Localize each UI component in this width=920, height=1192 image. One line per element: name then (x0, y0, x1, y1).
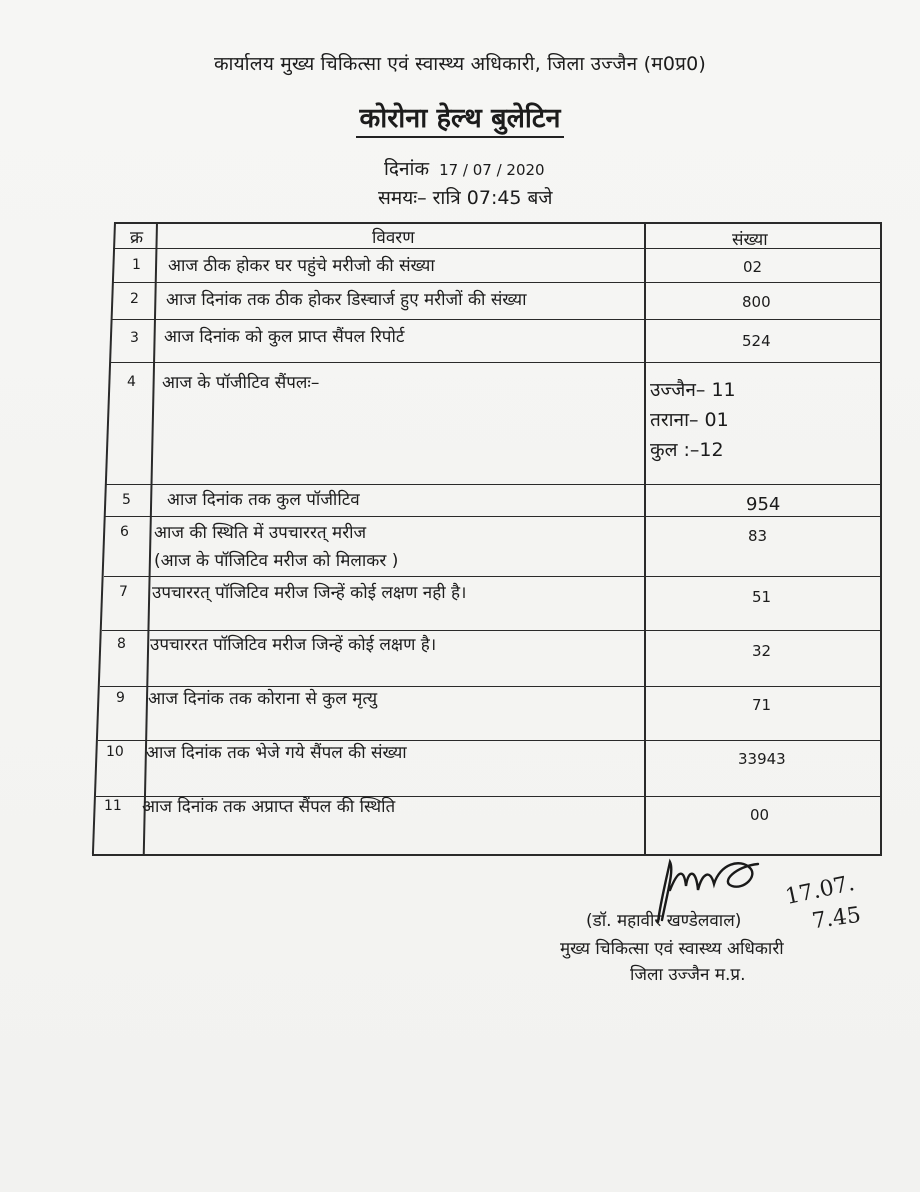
row-8-value: 32 (752, 642, 772, 660)
table-row-sep (112, 282, 881, 283)
handwritten-date: 17.07. (783, 870, 857, 911)
officer-district: जिला उज्जैन म.प्र. (630, 965, 746, 985)
row-1-value: 02 (743, 258, 763, 276)
row-1-num: 1 (132, 257, 141, 273)
time-label: समयः– (378, 187, 427, 209)
office-heading: कार्यालय मुख्य चिकित्सा एवं स्वास्थ्य अधिकारी, जिला उज्जैन (म0प्र0) (213, 53, 707, 75)
row-3-value: 524 (742, 332, 771, 350)
bulletin-title-text: कोरोना हेल्थ बुलेटिन (356, 103, 565, 138)
table-row-sep (106, 484, 881, 485)
officer-designation: मुख्य चिकित्सा एवं स्वास्थ्य अधिकारी (560, 939, 784, 959)
row-10-value: 33943 (738, 750, 786, 768)
row-3-num: 3 (130, 330, 139, 346)
row-6-value: 83 (748, 527, 768, 545)
row-4-num: 4 (127, 374, 136, 390)
table-row-sep (111, 319, 881, 320)
row-2-num: 2 (130, 291, 139, 307)
row-9-num: 9 (116, 690, 125, 706)
row-5-desc: आज दिनांक तक कुल पॉजीटिव (167, 490, 360, 510)
table-col-sep-2 (644, 222, 646, 854)
date-line (384, 155, 545, 181)
row-10-num: 10 (106, 744, 124, 760)
header-num: क्र (130, 228, 144, 248)
officer-name: (डॉ. महावीर खण्डेलवाल) (586, 911, 742, 931)
row-11-value: 00 (750, 806, 770, 824)
row-1-desc: आज ठीक होकर घर पहुंचे मरीजो की संख्या (168, 256, 435, 276)
time-line (378, 184, 553, 210)
bulletin-title (0, 98, 920, 135)
row-7-value: 51 (752, 588, 772, 606)
table-row-sep (110, 362, 881, 363)
row-6-num: 6 (120, 524, 129, 540)
row-4-value-tarana: तराना– 01 (650, 409, 729, 431)
time-value: रात्रि 07:45 बजे (432, 187, 553, 209)
row-5-num: 5 (122, 492, 131, 508)
row-8-num: 8 (117, 636, 126, 652)
row-6-desc-note: (आज के पॉजिटिव मरीज को मिलाकर ) (154, 551, 399, 571)
row-4-value-total: कुल :–12 (650, 439, 724, 461)
row-9-desc: आज दिनांक तक कोराना से कुल मृत्यु (148, 689, 378, 709)
row-7-num: 7 (119, 584, 128, 600)
table-border-top (114, 222, 882, 224)
row-5-value: 954 (746, 494, 781, 515)
row-4-value-ujjain: उज्जैन– 11 (650, 379, 736, 401)
row-10-desc: आज दिनांक तक भेजे गये सैंपल की संख्या (146, 743, 407, 763)
date-value: 17 / 07 / 2020 (439, 161, 545, 179)
row-7-desc: उपचाररत् पॉजिटिव मरीज जिन्हें कोई लक्षण नही है। (152, 583, 467, 603)
row-9-value: 71 (752, 696, 772, 714)
bulletin-table (92, 222, 882, 855)
table-row-sep (105, 516, 881, 517)
row-2-value: 800 (742, 293, 771, 311)
table-row-sep (102, 630, 881, 631)
header-value: संख्या (732, 230, 768, 250)
row-11-desc: आज दिनांक तक अप्राप्त सैंपल की स्थिति (142, 797, 396, 817)
row-8-desc: उपचाररत पॉजिटिव मरीज जिन्हें कोई लक्षण है। (150, 635, 437, 655)
table-border-right (880, 222, 882, 855)
row-6-desc: आज की स्थिति में उपचाररत् मरीज (154, 523, 367, 543)
date-label: दिनांक (384, 158, 430, 180)
handwritten-time: 7.45 (810, 902, 863, 935)
header-desc: विवरण (372, 228, 415, 248)
row-11-num: 11 (104, 798, 122, 814)
row-3-desc: आज दिनांक को कुल प्राप्त सैंपल रिपोर्ट (164, 327, 405, 347)
row-2-desc: आज दिनांक तक ठीक होकर डिस्चार्ज हुए मरीजों की संख्या (166, 290, 527, 310)
table-row-sep (104, 576, 881, 577)
row-4-desc: आज के पॉजीटिव सैंपलः– (162, 373, 320, 393)
